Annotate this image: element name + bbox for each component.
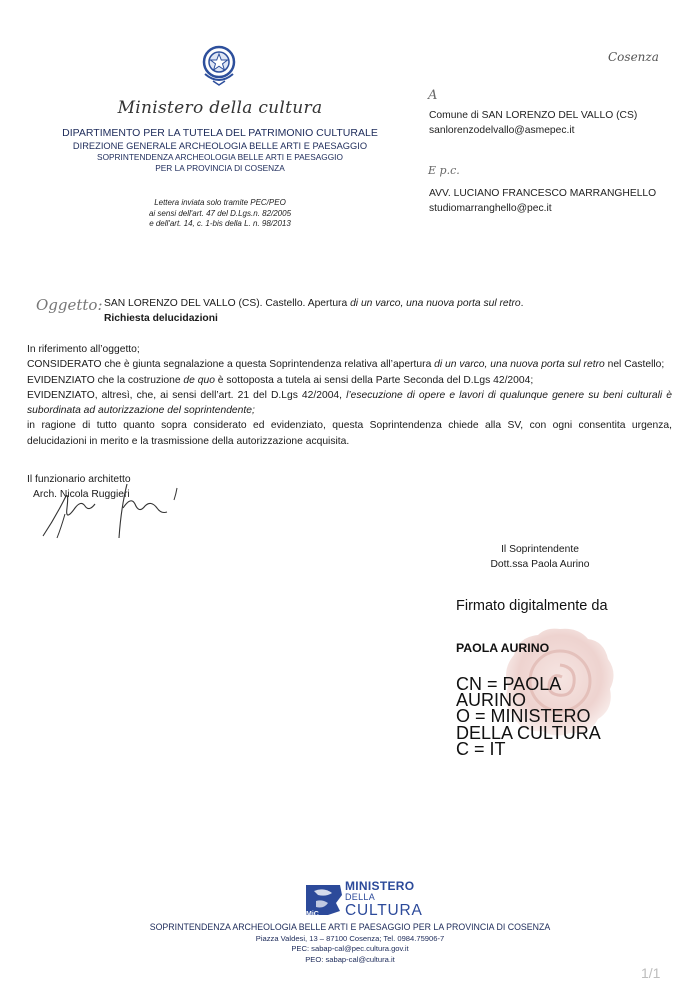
body-text: è sottoposta a tutela ai sensi della Parte Seconda del D.Lgs 42/2004;	[214, 374, 534, 386]
certificate-line: CN = PAOLA	[456, 674, 562, 694]
direction-line: DIREZIONE GENERALE ARCHEOLOGIA BELLE ARTI E PAESAGGIO	[72, 141, 368, 151]
certificate-details	[456, 676, 601, 757]
ministry-name: Ministero della cultura	[117, 98, 323, 118]
subject-text-end: .	[520, 298, 524, 309]
subject-label: Oggetto:	[36, 296, 103, 314]
logo-line: CULTURA	[345, 902, 423, 919]
body-paragraph	[27, 373, 672, 388]
department-block	[40, 127, 400, 174]
footer-address: Piazza Valdesi, 13 – 87100 Cosenza; Tel. 0984.75906-7	[255, 933, 445, 943]
body-text-italic: di un varco, una nuova porta sul retro	[434, 359, 605, 371]
footer-peo[interactable]: PEO: sabap-cal@cultura.it	[305, 954, 395, 964]
body-text-italic: de quo	[183, 374, 215, 386]
to-label: A	[428, 88, 438, 103]
official-role: Il funzionario architetto	[27, 474, 131, 485]
transmission-note	[70, 198, 370, 230]
body-text: nel Castello;	[604, 359, 665, 371]
footer-pec[interactable]: PEC: sabap-cal@pec.cultura.gov.it	[291, 944, 409, 953]
cc-block	[429, 186, 656, 216]
body-paragraph	[27, 357, 672, 372]
body-text: EVIDENZIATO, altresì, che, ai sensi dell’art. 21 del D.Lgs 42/2004,	[27, 389, 347, 401]
cc-email[interactable]: studiomarranghello@pec.it	[429, 203, 552, 214]
transmission-note-line: Lettera inviata solo tramite PEC/PEO	[154, 198, 286, 207]
recipient-email[interactable]: sanlorenzodelvallo@asmepec.it	[429, 125, 575, 136]
subject-text-plain: SAN LORENZO DEL VALLO (CS). Castello. Apertura	[104, 298, 351, 309]
digital-signature-heading: Firmato digitalmente da	[456, 598, 608, 614]
subject-subtitle: Richiesta delucidazioni	[104, 313, 218, 324]
subject-text-italic: di un varco, una nuova porta sul retro	[350, 298, 521, 309]
certificate-line: DELLA CULTURA	[456, 722, 601, 743]
transmission-note-line: ai sensi dell'art. 47 del D.Lgs.n. 82/2005	[148, 208, 292, 218]
logo-line: DELLA	[345, 892, 376, 902]
certificate-line: AURINO	[456, 690, 527, 711]
mic-logo-text	[345, 880, 423, 918]
letter-body	[27, 342, 672, 449]
mic-badge: MiC	[306, 911, 319, 917]
logo-line: MINISTERO	[345, 879, 415, 893]
body-paragraph: In riferimento all’oggetto;	[27, 344, 140, 355]
superintendency-line: SOPRINTENDENZA ARCHEOLOGIA BELLE ARTI E PAESAGGIO	[97, 152, 343, 162]
transmission-note-line: e dell'art. 14, c. 1-bis della L. n. 98/2013	[149, 219, 291, 228]
certificate-line: O = MINISTERO	[456, 706, 591, 727]
recipient-block	[429, 108, 637, 138]
italian-republic-emblem-icon	[199, 44, 239, 88]
digital-signer-name: PAOLA AURINO	[456, 641, 550, 655]
footer-office: SOPRINTENDENZA ARCHEOLOGIA BELLE ARTI E PAESAGGIO PER LA PROVINCIA DI COSENZA	[149, 922, 551, 932]
superintendent-block	[440, 542, 640, 572]
certificate-line: C = IT	[456, 738, 506, 759]
cc-label: E p.c.	[428, 164, 460, 177]
cc-name: AVV. LUCIANO FRANCESCO MARRANGHELLO	[429, 188, 657, 199]
department-line: DIPARTIMENTO PER LA TUTELA DEL PATRIMONIO CULTURALE	[62, 127, 378, 139]
body-text: EVIDENZIATO che la costruzione	[27, 374, 184, 386]
superintendent-role: Il Soprintendente	[501, 544, 579, 555]
superintendent-name: Dott.ssa Paola Aurino	[490, 559, 590, 570]
place: Cosenza	[608, 50, 659, 64]
recipient-name: Comune di SAN LORENZO DEL VALLO (CS)	[429, 110, 638, 121]
subject-text	[104, 298, 524, 309]
page-indicator: 1/1	[641, 965, 661, 981]
province-line: PER LA PROVINCIA DI COSENZA	[155, 163, 285, 173]
official-name: Arch. Nicola Ruggieri	[33, 489, 130, 500]
body-text: CONSIDERATO che è giunta segnalazione a questa Soprintendenza relativa all’apertura	[27, 359, 435, 371]
footer	[100, 922, 600, 965]
body-paragraph: in ragione di tutto quanto sopra considerato ed evidenziato, questa Soprintendenza chiede alla SV, con ogni consentita urgenza, delucidazioni in merito e la trasmissione della autorizzazione acquisita.	[27, 420, 672, 447]
body-text-italic: l’esecuzione di opere e lavori di qualunque genere su beni culturali è subordinata ad autorizzazione del soprintendente;	[27, 389, 672, 417]
body-paragraph	[27, 388, 672, 419]
